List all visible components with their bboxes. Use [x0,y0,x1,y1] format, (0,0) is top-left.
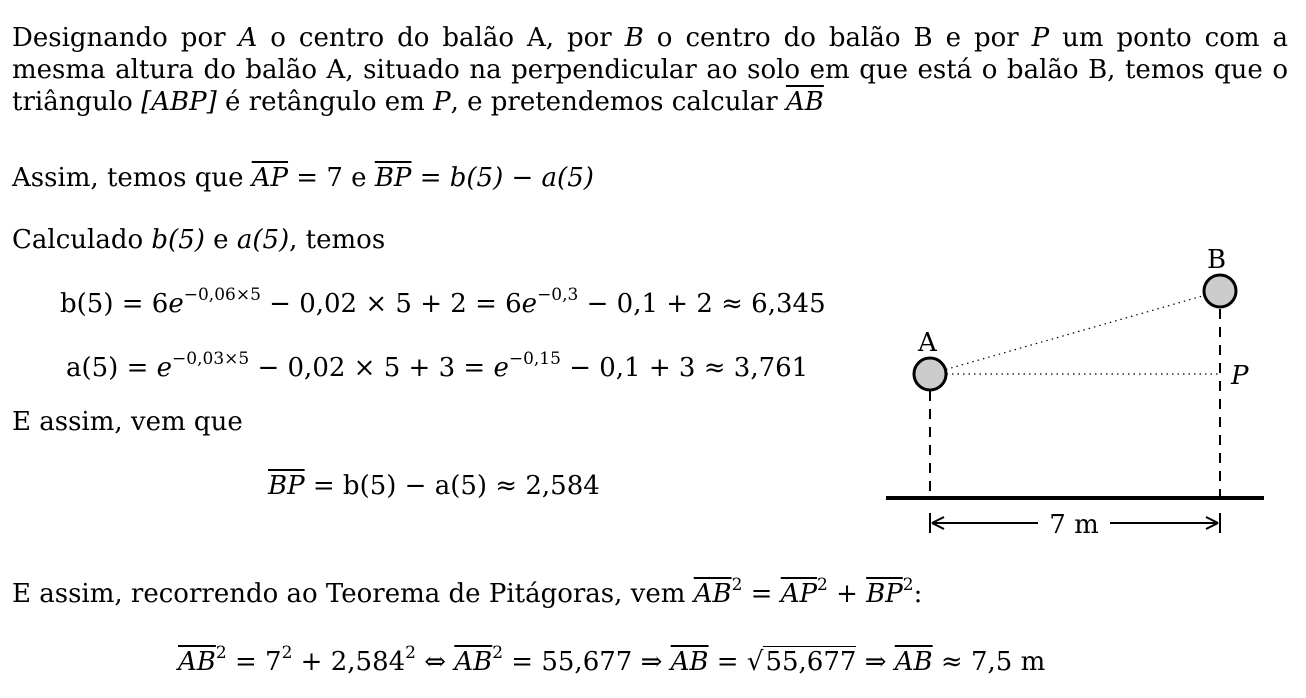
segment-ab [930,291,1220,374]
pythagoras-line: E assim, recorrendo ao Teorema de Pitágoras, vem $\overline{AB}^2 = \overline{AP}^2 + \overline{BP}^2$: [12,575,923,609]
label-p: P [1231,361,1249,391]
equation-b5: $b(5) = 6e^{-0,06\times 5} - 0,02 \times 5 + 2 = 6e^{-0,3} - 0,1 + 2 \approx 6,345$ [60,285,826,319]
equation-a5: $a(5) = e^{-0,03\times 5} - 0,02 \times 5 + 3 = e^{-0,15} - 0,1 + 3 \approx 3,761$ [66,349,809,383]
label-a: A [918,328,937,358]
balloons-diagram [870,235,1280,545]
equation-final: $\overline{AB}^2 = 7^2 + 2,584^2$ ⇔ $\overline{AB}^2 = 55,677$ ⇒ $\overline{AB} = √55,677$ ⇒ $\overline{AB} \approx 7,5$ m [178,643,1046,677]
balloon-b [1204,275,1236,307]
distance-label: 7 m [1049,510,1099,540]
equation-bp: $\overline{BP} = b(5) - a(5) \approx 2,584$ [268,471,600,501]
label-b: B [1207,245,1227,275]
intro-paragraph: Designando por A o centro do balão A, por B o centro do balão B e por P um ponto com a mesma altura do balão A, situado na perpendicular ao solo em que está o balão B, temos que o triângulo [ABP] é retângulo em P, e pretendemos calcular $\overline{AB}$ [12,23,1289,117]
segments-line: Assim, temos que $\overline{AP} = 7$ e $\overline{BP} = b(5) - a(5)$ [12,163,594,193]
then-line: E assim, vem que [12,407,243,437]
balloon-a [914,358,946,390]
calculated-line: Calculado b(5) e a(5), temos [12,225,386,255]
